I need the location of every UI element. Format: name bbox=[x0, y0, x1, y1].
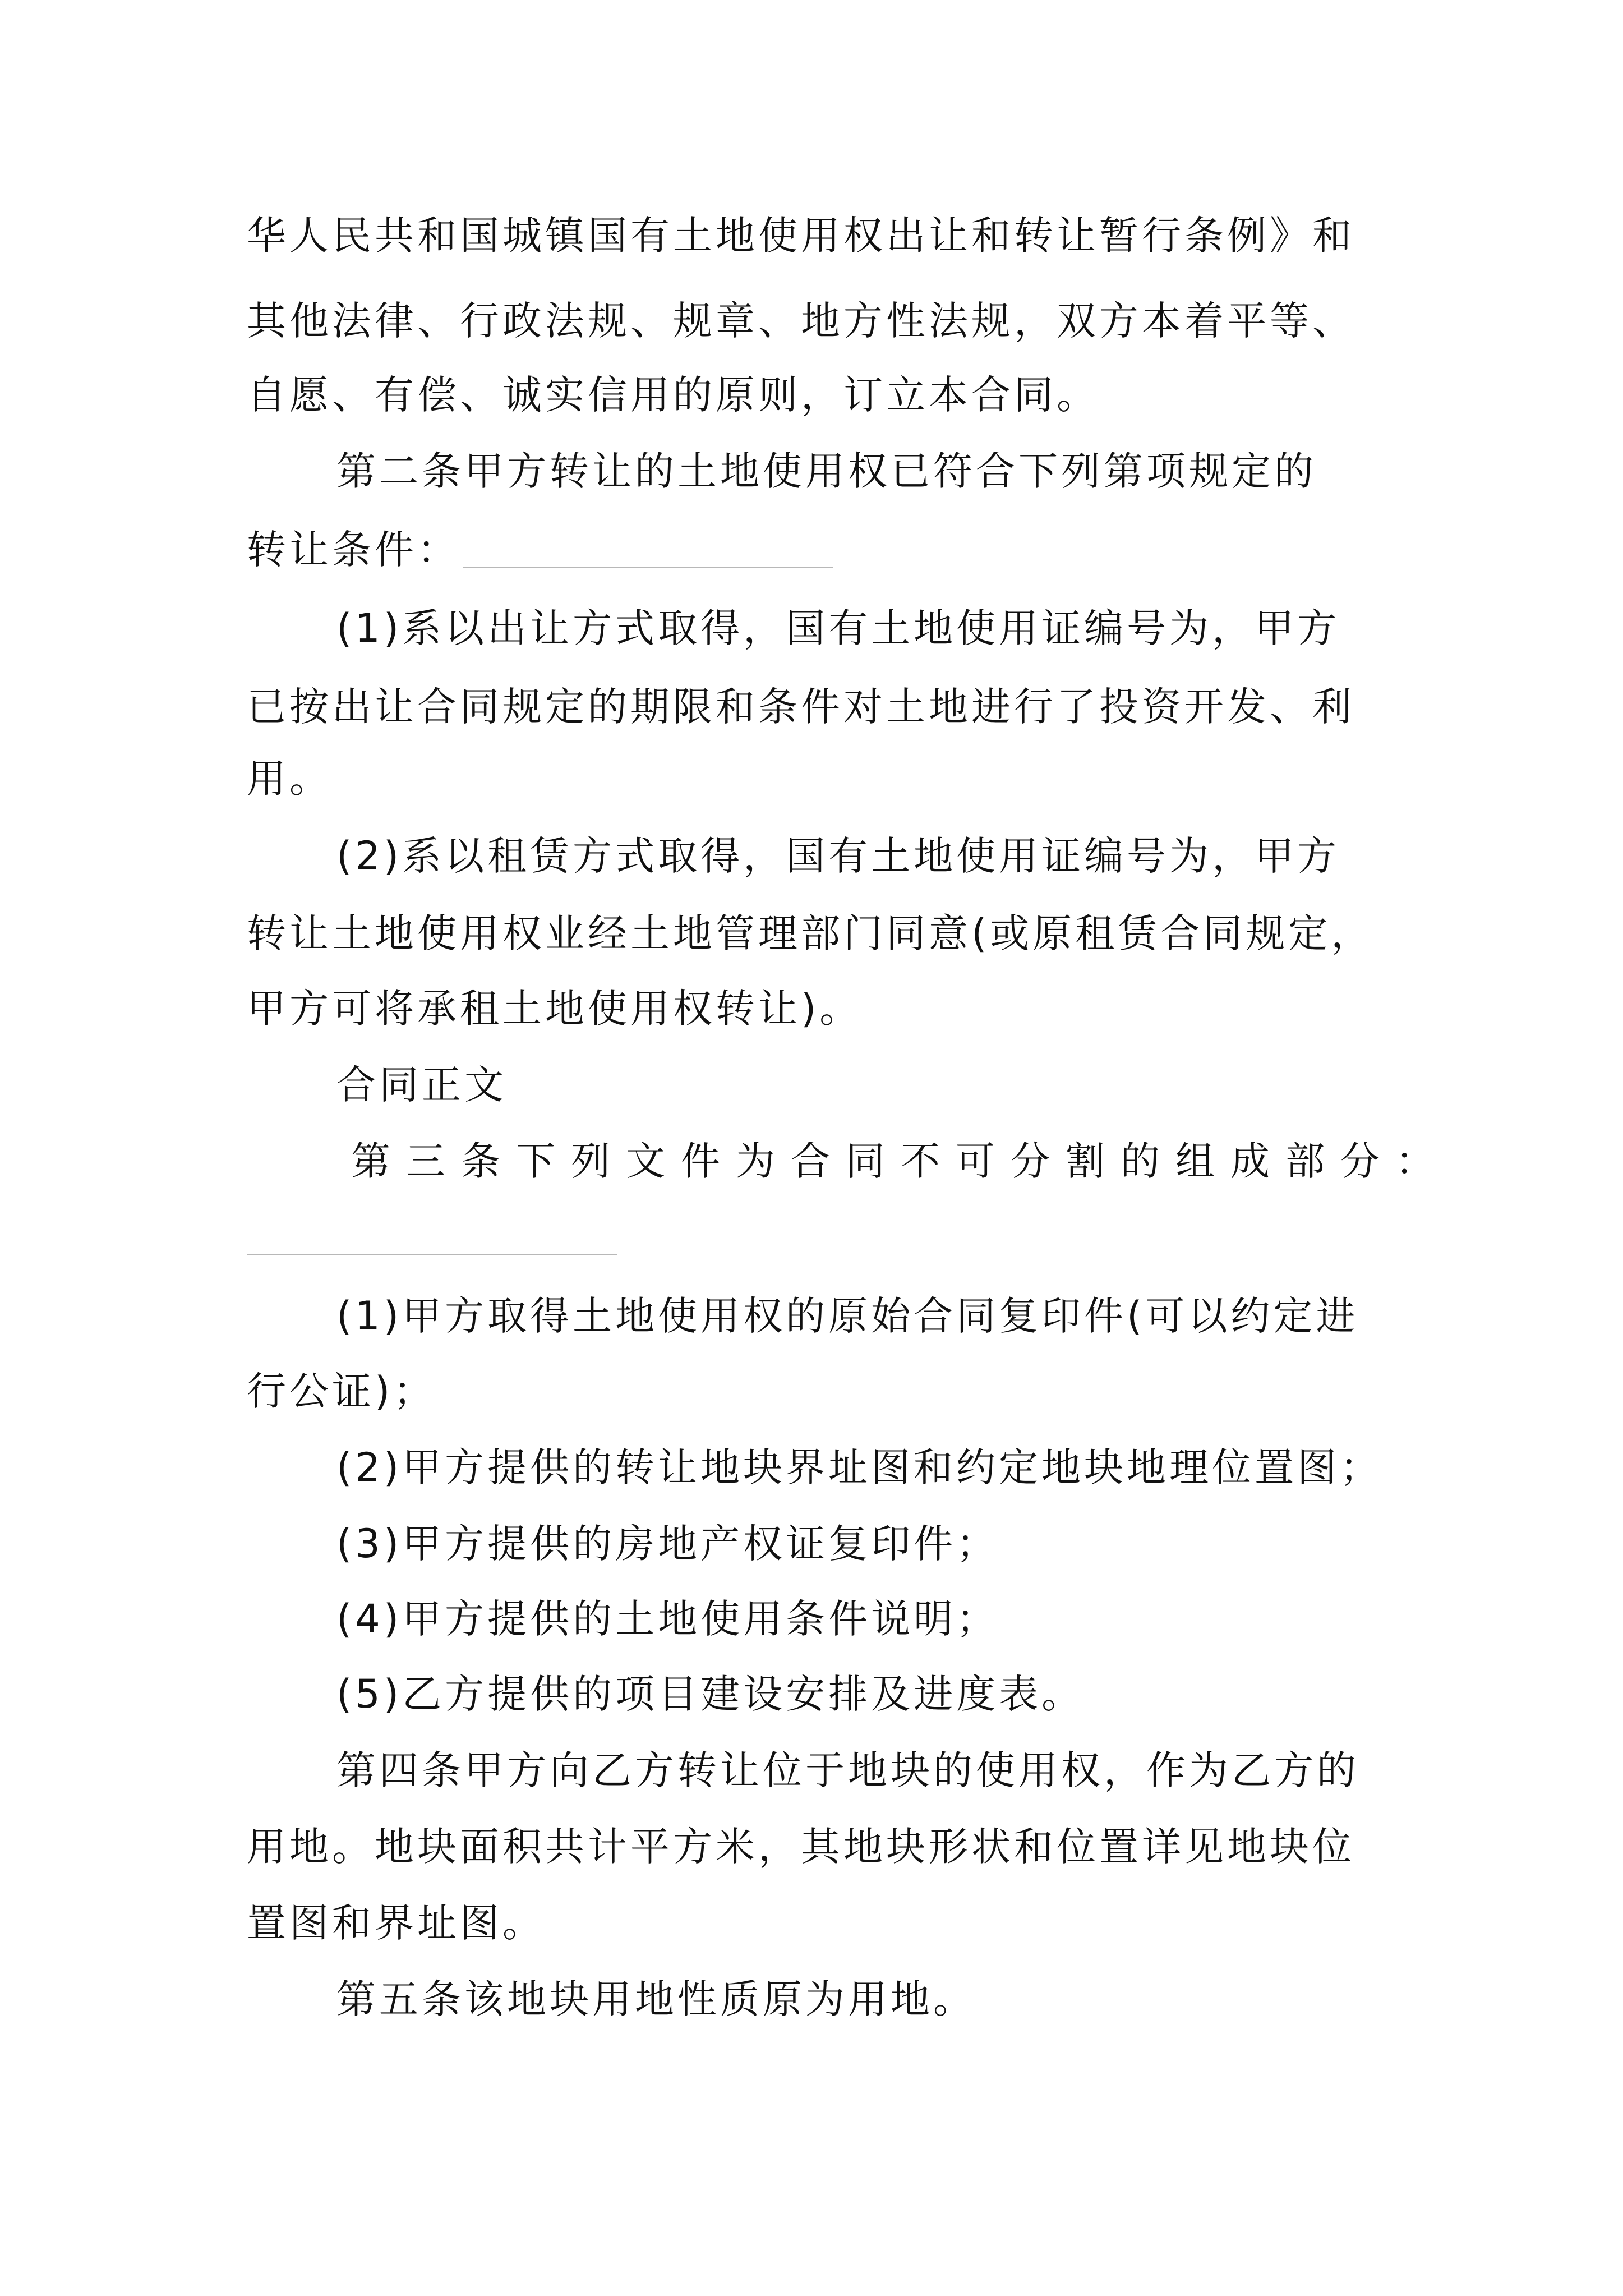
item-2-line-2: 转让土地使用权业经土地管理部门同意(或原租赁合同规定， bbox=[247, 910, 1374, 956]
paragraph-line-3: 自愿、有偿、诚实信用的原则，订立本合同。 bbox=[247, 372, 1099, 418]
article-2-heading-line: 第二条甲方转让的土地使用权已符合下列第项规定的 bbox=[336, 448, 1317, 494]
doc-item-1-line-2: 行公证)； bbox=[247, 1368, 436, 1414]
item-1-line-1: (1)系以出让方式取得，国有土地使用证编号为，甲方 bbox=[336, 605, 1340, 651]
separator-line bbox=[247, 1254, 617, 1255]
paragraph-line-1: 华人民共和国城镇国有土地使用权出让和转让暂行条例》和 bbox=[247, 213, 1355, 259]
article-4-line-1: 第四条甲方向乙方转让位于地块的使用权，作为乙方的 bbox=[336, 1747, 1359, 1793]
article-5-line: 第五条该地块用地性质原为用地。 bbox=[336, 1976, 976, 2022]
article-4-line-3: 置图和界址图。 bbox=[247, 1900, 545, 1946]
article-3-heading-line: 第三条下列文件为合同不可分割的组成部分： bbox=[351, 1138, 1450, 1184]
item-2-line-1: (2)系以租赁方式取得，国有土地使用证编号为，甲方 bbox=[336, 833, 1340, 879]
item-1-line-3: 用。 bbox=[247, 756, 332, 802]
doc-item-4: (4)甲方提供的土地使用条件说明； bbox=[336, 1596, 999, 1642]
article-2-condition-label: 转让条件： bbox=[247, 527, 460, 573]
item-2-line-3: 甲方可将承租土地使用权转让)。 bbox=[247, 986, 863, 1032]
paragraph-line-2: 其他法律、行政法规、规章、地方性法规，双方本着平等、 bbox=[247, 298, 1355, 344]
doc-item-2: (2)甲方提供的转让地块界址图和约定地块地理位置图； bbox=[336, 1444, 1383, 1490]
doc-item-3: (3)甲方提供的房地产权证复印件； bbox=[336, 1521, 999, 1567]
condition-blank-underline bbox=[463, 567, 833, 568]
doc-item-5: (5)乙方提供的项目建设安排及进度表。 bbox=[336, 1671, 1085, 1717]
contract-body-heading: 合同正文 bbox=[336, 1062, 507, 1108]
article-4-line-2: 用地。地块面积共计平方米，其地块形状和位置详见地块位 bbox=[247, 1824, 1355, 1870]
item-1-line-2: 已按出让合同规定的期限和条件对土地进行了投资开发、利 bbox=[247, 684, 1355, 730]
doc-item-1-line-1: (1)甲方取得土地使用权的原始合同复印件(可以约定进 bbox=[336, 1293, 1359, 1339]
